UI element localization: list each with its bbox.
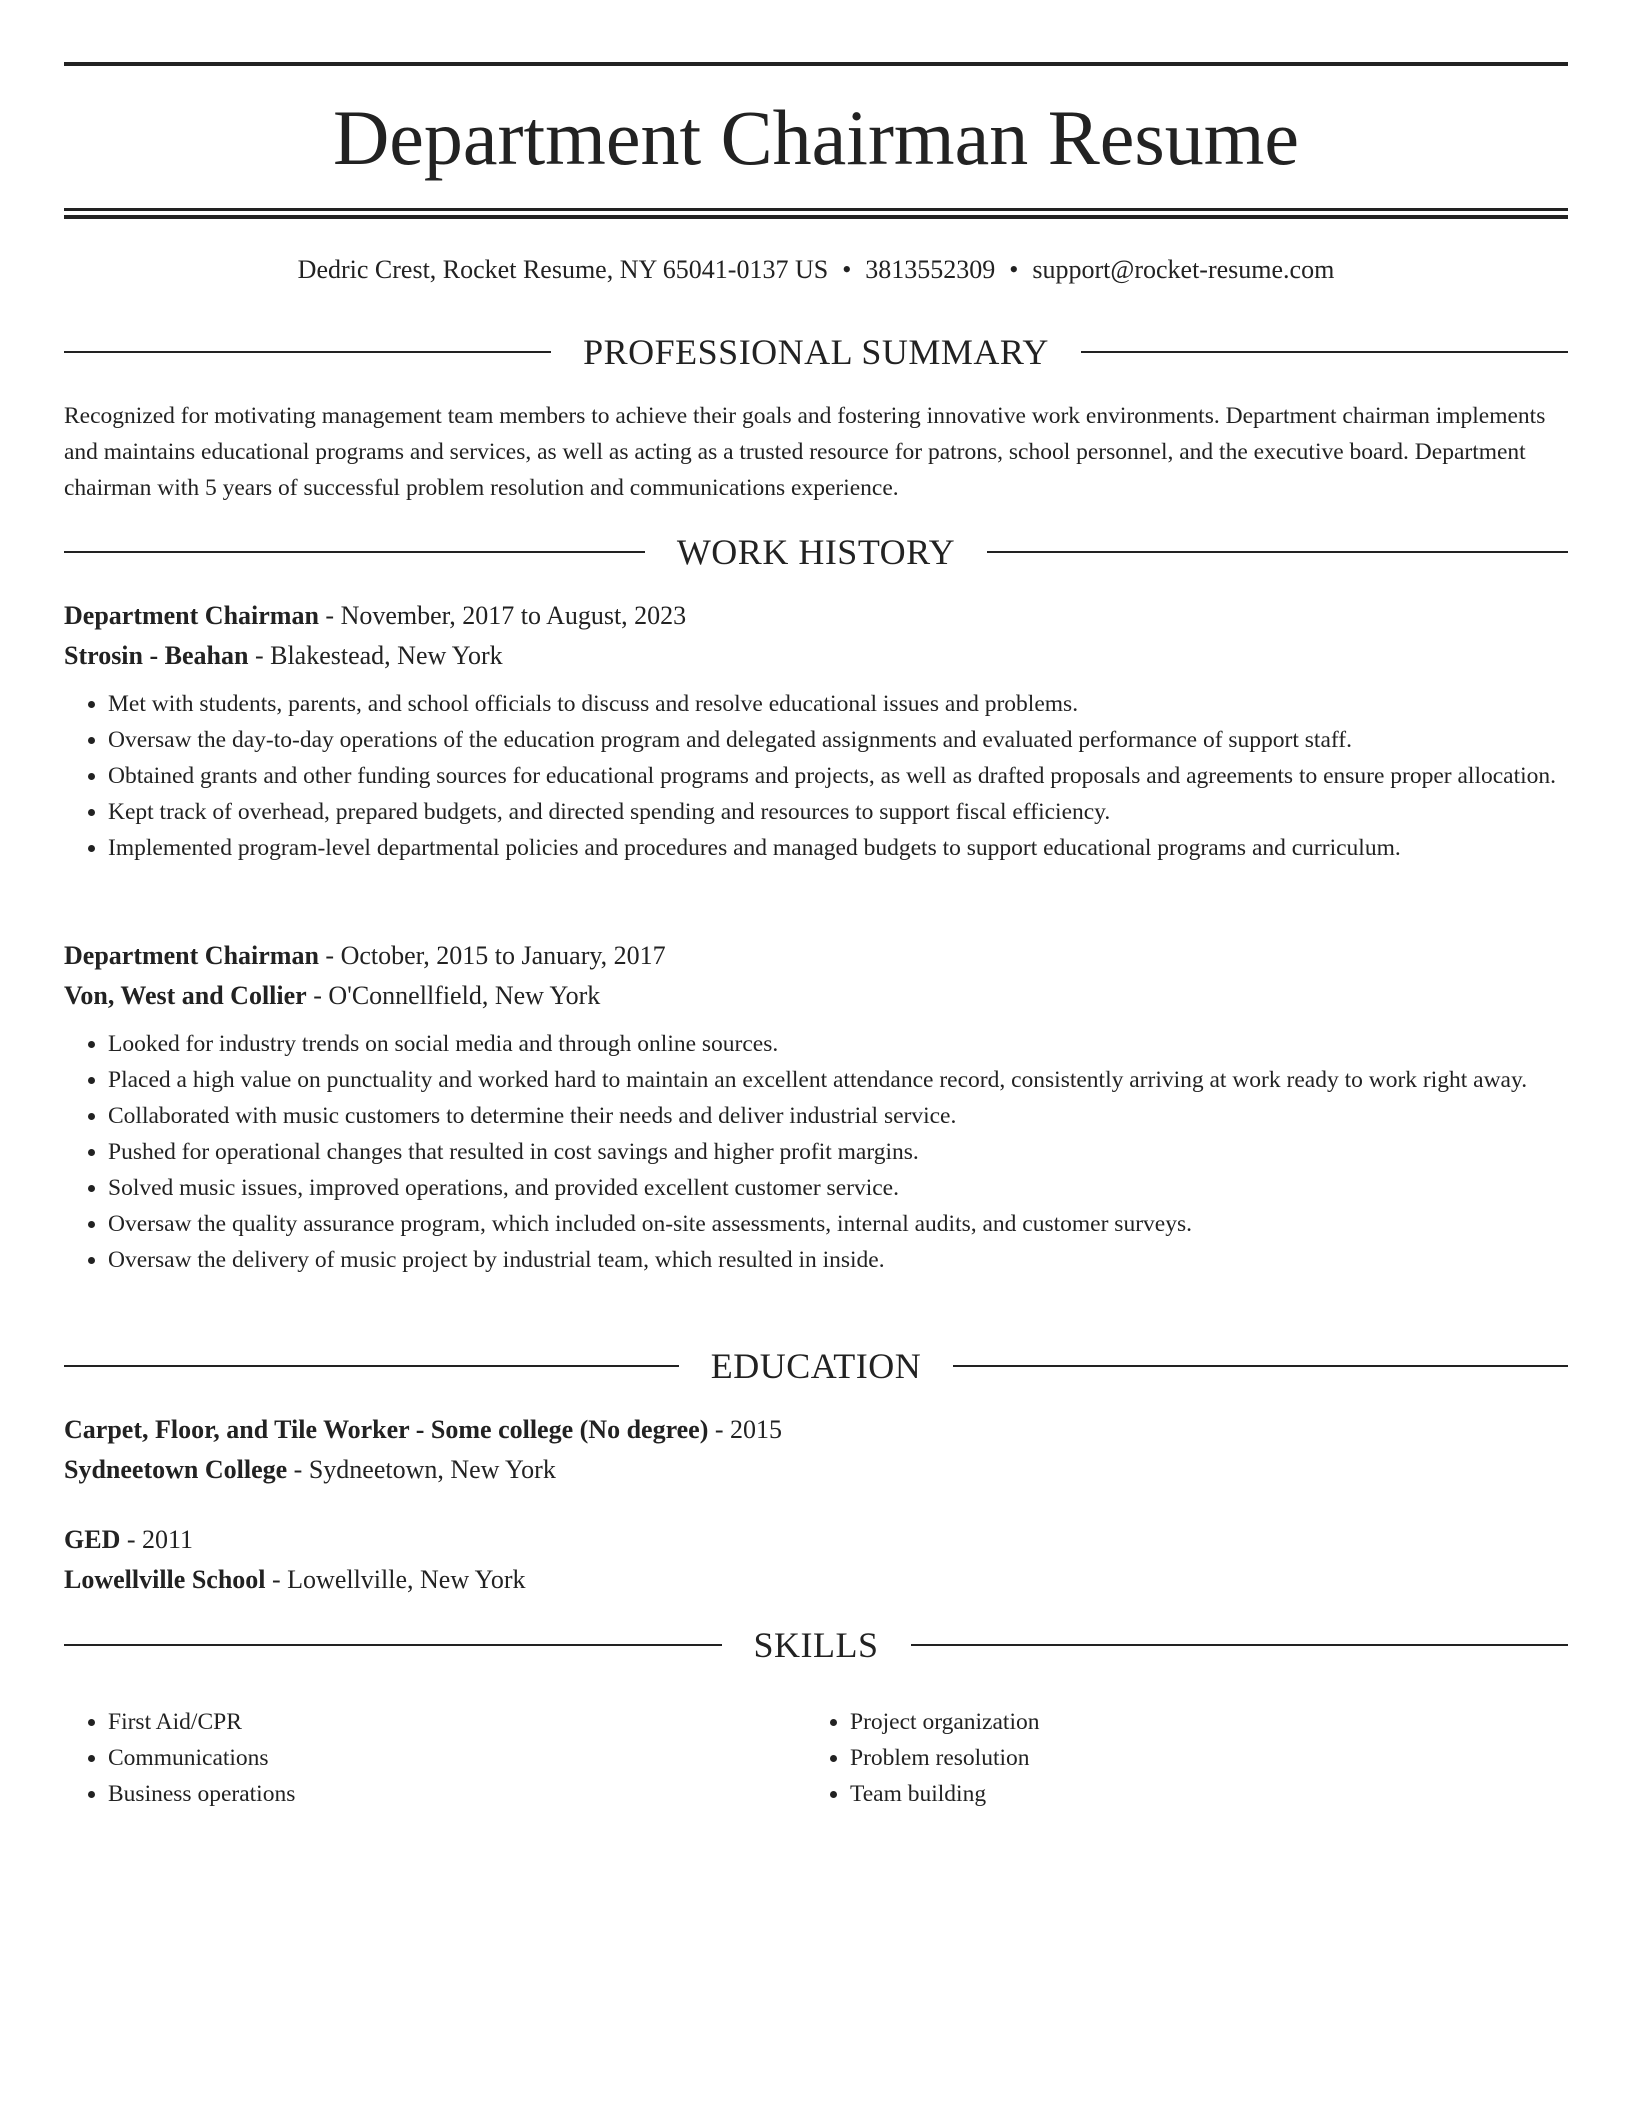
summary-text: Recognized for motivating management team members to achieve their goals and fostering innovative work environments. Department chairman implements and maintains educational programs and services, as well as acting as a trusted resource for patrons, school personnel, and the executive board. Department chairman with 5 years of successful problem resolution and communications experience. (64, 403, 1546, 501)
job-bullets (64, 1026, 1568, 1278)
section-rule (64, 1365, 679, 1367)
education-school-line (64, 1560, 1568, 1600)
list-item: • Placed a high value on punctuality and worked hard to maintain an excellent attendance record, consistently arriving at work ready to work right away. (108, 1062, 1568, 1098)
job-employer (64, 636, 1568, 676)
section-rule (1081, 351, 1568, 353)
skills-list-right (806, 1704, 1039, 1812)
job-heading (64, 936, 1568, 976)
job-location: - Blakestead, New York (248, 641, 503, 670)
list-item: • Team building (850, 1776, 1039, 1812)
list-item: • Collaborated with music customers to determine their needs and deliver industrial service. (108, 1098, 1568, 1134)
education-heading (64, 1520, 1568, 1560)
job-employer (64, 976, 1568, 1016)
job-heading (64, 596, 1568, 636)
section-rule (987, 551, 1568, 553)
resume-title: Department Chairman Resume (332, 94, 1300, 181)
list-item: • Project organization (850, 1704, 1039, 1740)
section-title: SKILLS (753, 1625, 879, 1665)
list-item: • Implemented program-level departmental policies and procedures and managed budgets to support educational programs and curriculum. (108, 830, 1568, 866)
education-year: - 2011 (120, 1525, 194, 1554)
job-bullets (64, 686, 1568, 866)
top-rule (64, 62, 1568, 66)
education-heading (64, 1410, 1568, 1450)
job-company: Strosin - Beahan (64, 641, 249, 670)
title-rule-upper (64, 208, 1568, 211)
job-title: Department Chairman (64, 941, 319, 970)
skills-columns (64, 1704, 1568, 1812)
list-item: • Solved music issues, improved operations, and provided excellent customer service. (108, 1170, 1568, 1206)
list-item: • Oversaw the day-to-day operations of the education program and delegated assignments and evaluated performance of support staff. (108, 722, 1568, 758)
list-item: • Business operations (108, 1776, 806, 1812)
title-rule-lower (64, 215, 1568, 219)
job-entry (64, 936, 1568, 1278)
education-entry (64, 1520, 1568, 1600)
section-title: EDUCATION (710, 1346, 922, 1386)
contact-separator: • (1009, 255, 1019, 284)
section-rule (64, 1644, 722, 1646)
list-item: • First Aid/CPR (108, 1704, 806, 1740)
contact-separator: • (842, 255, 852, 284)
contact-address: Dedric Crest, Rocket Resume, NY 65041-0137 US (297, 255, 829, 284)
contact-line (64, 252, 1568, 288)
section-header-education (64, 1346, 1568, 1386)
list-item: • Kept track of overhead, prepared budgets, and directed spending and resources to support fiscal efficiency. (108, 794, 1568, 830)
job-location: - O'Connellfield, New York (306, 981, 601, 1010)
section-rule (953, 1365, 1568, 1367)
education-year: - 2015 (708, 1415, 783, 1444)
section-header-skills (64, 1625, 1568, 1665)
contact-phone: 3813552309 (865, 255, 996, 284)
education-school: Lowellville School (64, 1565, 266, 1594)
list-item: • Obtained grants and other funding sources for educational programs and projects, as well as drafted proposals and agreements to ensure proper allocation. (108, 758, 1568, 794)
list-item: • Communications (108, 1740, 806, 1776)
list-item: • Looked for industry trends on social media and through online sources. (108, 1026, 1568, 1062)
job-title: Department Chairman (64, 601, 319, 630)
section-header-summary (64, 332, 1568, 372)
education-degree: GED (64, 1525, 121, 1554)
list-item: • Pushed for operational changes that resulted in cost savings and higher profit margins. (108, 1134, 1568, 1170)
skills-list-left (64, 1704, 806, 1812)
education-entry (64, 1410, 1568, 1490)
list-item: • Met with students, parents, and school officials to discuss and resolve educational issues and problems. (108, 686, 1568, 722)
section-title: PROFESSIONAL SUMMARY (583, 332, 1049, 372)
education-location: - Sydneetown, New York (287, 1455, 556, 1484)
education-degree: Carpet, Floor, and Tile Worker - Some college (No degree) (64, 1415, 709, 1444)
section-rule (64, 551, 645, 553)
list-item: • Oversaw the quality assurance program, which included on-site assessments, internal audits, and customer surveys. (108, 1206, 1568, 1242)
section-title: WORK HISTORY (676, 532, 956, 572)
education-school-line (64, 1450, 1568, 1490)
job-dates: - November, 2017 to August, 2023 (318, 601, 687, 630)
section-header-work (64, 532, 1568, 572)
education-location: - Lowellville, New York (265, 1565, 526, 1594)
list-item: • Problem resolution (850, 1740, 1039, 1776)
education-school: Sydneetown College (64, 1455, 288, 1484)
contact-email: support@rocket-resume.com (1032, 255, 1335, 284)
job-entry (64, 596, 1568, 866)
job-company: Von, West and Collier (64, 981, 307, 1010)
list-item: • Oversaw the delivery of music project by industrial team, which resulted in inside. (108, 1242, 1568, 1278)
job-dates: - October, 2015 to January, 2017 (318, 941, 666, 970)
section-rule (911, 1644, 1569, 1646)
section-rule (64, 351, 551, 353)
